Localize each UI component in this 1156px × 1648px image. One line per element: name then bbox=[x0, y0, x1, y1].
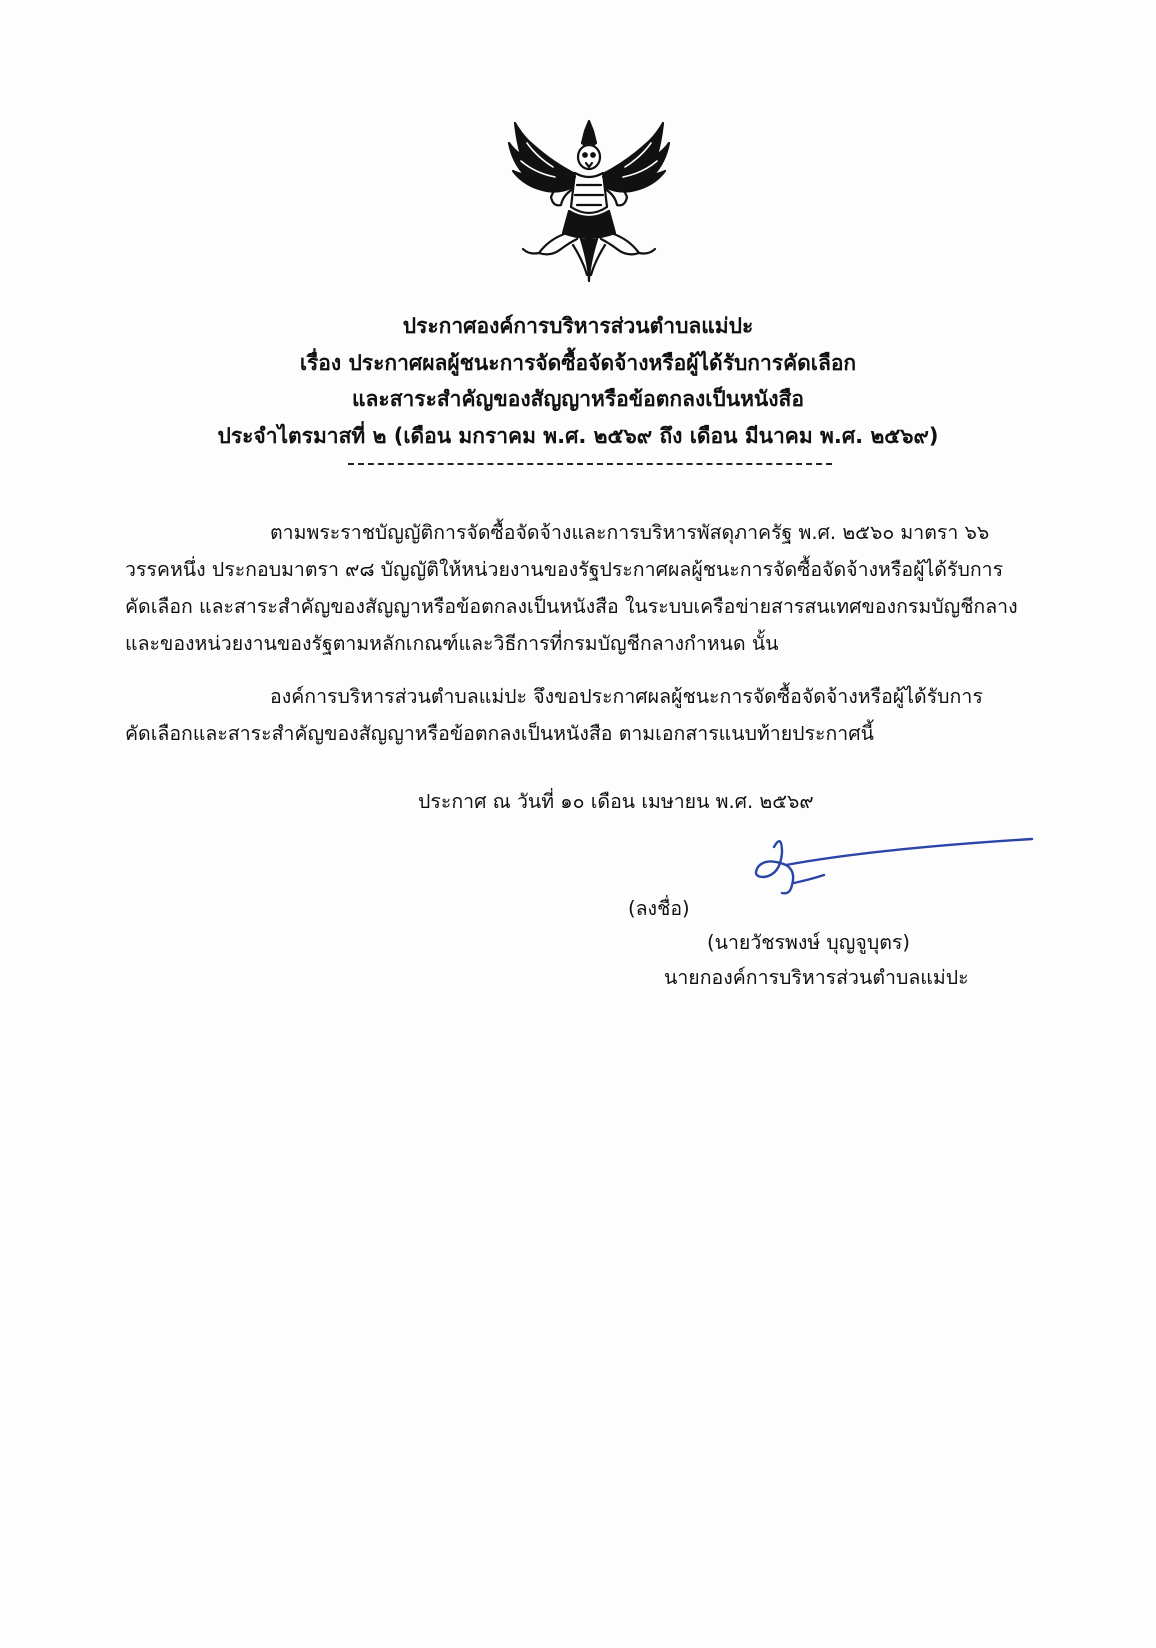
dashed-divider bbox=[348, 463, 832, 465]
signature-label: (ลงชื่อ) bbox=[628, 897, 690, 920]
issuer-title: ประกาศองค์การบริหารส่วนตำบลแม่ปะ bbox=[402, 314, 754, 338]
period-line: ประจำไตรมาสที่ ๒ (เดือน มกราคม พ.ศ. ๒๕๖๙ ถึง เดือน มีนาคม พ.ศ. ๒๕๖๙) bbox=[217, 423, 939, 448]
paragraph-line: ตามพระราชบัญญัติการจัดซื้อจัดจ้างและการบริหารพัสดุภาครัฐ พ.ศ. ๒๕๖๐ มาตรา ๖๖ bbox=[270, 521, 990, 544]
signer-name: (นายวัชรพงษ์ บุญจูบุตร) bbox=[707, 931, 910, 954]
body-paragraph-1 bbox=[125, 514, 1059, 662]
paragraph-line: คัดเลือก และสาระสำคัญของสัญญาหรือข้อตกลงเป็นหนังสือ ในระบบเครือข่ายสารสนเทศของกรมบัญชีกลาง bbox=[125, 595, 1018, 618]
paragraph-line: วรรคหนึ่ง ประกอบมาตรา ๙๘ บัญญัติให้หน่วยงานของรัฐประกาศผลผู้ชนะการจัดซื้อจัดจ้างหรือผู้ได้รับการ bbox=[125, 558, 1004, 581]
body-paragraph-2 bbox=[125, 678, 1059, 752]
paragraph-line: คัดเลือกและสาระสำคัญของสัญญาหรือข้อตกลงเป็นหนังสือ ตามเอกสารแนบท้ายประกาศนี้ bbox=[125, 722, 874, 745]
announcement-heading bbox=[0, 308, 1156, 454]
handwritten-signature bbox=[752, 835, 1034, 915]
announcement-date: ประกาศ ณ วันที่ ๑๐ เดือน เมษายน พ.ศ. ๒๕๖๙ bbox=[418, 790, 814, 813]
paragraph-line: องค์การบริหารส่วนตำบลแม่ปะ จึงขอประกาศผลผู้ชนะการจัดซื้อจัดจ้างหรือผู้ได้รับการ bbox=[270, 685, 983, 708]
subject-line-2: และสาระสำคัญของสัญญาหรือข้อตกลงเป็นหนังสือ bbox=[352, 387, 804, 411]
paragraph-line: และของหน่วยงานของรัฐตามหลักเกณฑ์และวิธีการที่กรมบัญชีกลางกำหนด นั้น bbox=[125, 632, 779, 655]
subject-line-1: เรื่อง ประกาศผลผู้ชนะการจัดซื้อจัดจ้างหรือผู้ได้รับการคัดเลือก bbox=[299, 350, 857, 375]
garuda-emblem-icon bbox=[503, 115, 675, 287]
signer-title: นายกองค์การบริหารส่วนตำบลแม่ปะ bbox=[664, 966, 969, 989]
